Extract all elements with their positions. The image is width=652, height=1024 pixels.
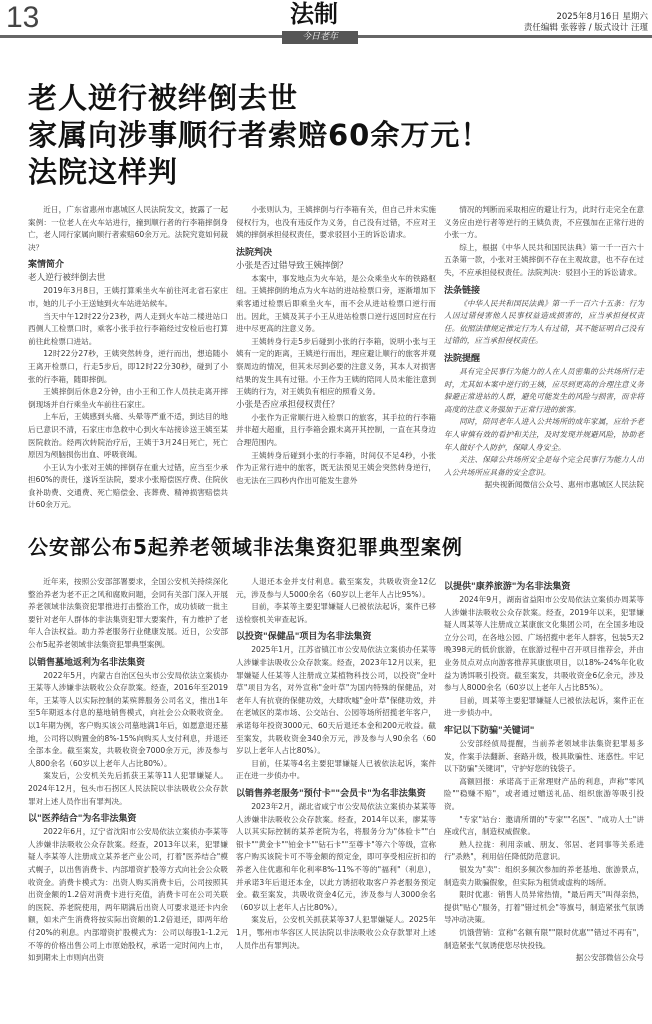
article1-column-2 [236,204,436,487]
article2-column-2 [236,576,436,952]
section-title: 法制 [290,0,338,28]
minor-heading: 小张是否应承担侵权责任？ [236,399,340,410]
minor-heading: 小张是否过错导致王姨摔倒？ [236,260,348,271]
subheading: 法条链接 [444,285,481,296]
paragraph: 公安部经侦局提醒，当前养老领域非法集资犯罪易多发，作案手法翻新、套路升级，极具欺骗性、迷惑性。牢记以下防骗"关键词"，守护好您的钱袋子。 [444,739,644,774]
subheading: 案情简介 [28,260,65,271]
paragraph: 2024年9月，湖南省益阳市公安局依法立案侦办周某等人涉嫌非法吸收公众存款案。经查，2019年以来，犯罪嫌疑人周某等人注册成立某康旅文化集团公司，在全国多地设立分公司，在各地公园、广场招揽中老年人群客，包装5天2晚398元的低价旅游，在旅游过程中召开项目推荐会，并由业务员点对点向游客推荐其康旅项目，以18%-24%年化收益为诱饵吸引投资。截至案发，共吸收资金6亿余元，涉及参与人8000余名（60岁以上老年人占比85%）。 [444,595,644,693]
paragraph: 小王认为小张对王姨的摔倒存在重大过错，应当至少承担60%的责任，遂诉至法院，要求小张赔偿医疗费、住院伙食补助费、交通费、死亡赔偿金、丧葬费、精神损害赔偿共计60余万元。 [28,462,228,510]
paragraph: 限时优惠：销售人员异常热情，"最后两天"叫得亲热，提供"贴心"服务，打着"错过机会"等旗号，制造紧张气氛诱导冲动决策。 [444,890,644,925]
article2-body [28,576,644,965]
article1-column-3 [444,204,644,492]
page-number: 13 [6,1,40,34]
paragraph: 《中华人民共和国民法典》第一千一百六十五条：行为人因过错侵害他人民事权益造成损害的，应当承担侵权责任。依照法律规定推定行为人有过错，其不能证明自己没有过错的，应当承担侵权责任。 [444,298,644,346]
paragraph: 目前，李某等主要犯罪嫌疑人已被依法起诉，案件已移送检察机关审查起诉。 [236,602,436,624]
paragraph: 上车后，王姨感到头痛、头晕等严重不适，到达目的地后已意识不清，石家庄市急救中心到火车站接诊送王姨至某医院救治。经两次转院治疗后，王姨于3月24日死亡，死亡原因为颅脑损伤出血、呼吸衰竭。 [28,412,228,460]
minor-heading: 老人逆行被绊倒去世 [28,273,106,284]
headline-line: 家属向涉事顺行者索赔60余万元！ [28,118,491,152]
paragraph: 情况的判断而采取相应的避让行为，此时行走完全在意义务应由逆行者等逆行的王姨负责，不应强加在正常行进的小张一方。 [444,205,644,240]
paragraph: 当天中午12时22分23秒，两人走到火车站二楼进站口西侧人工检票口时，乘客小张手拉行李箱经过安检后也打算前往此检票口进站。 [28,311,228,346]
paragraph: 近年来，按照公安部部署要求，全国公安机关持续深化整治养老为老不正之风和腐败问题，会同有关部门深入开展养老领域非法集资犯罪推进打击整治工作，成功侦破一批主要针对老年人群体的非法集资犯罪大要案件，有力维护了老年人合法权益。助力养老服务行业健康发展。近日，公安部公布5起养老领域非法集资犯罪典型案例。 [28,577,228,650]
paragraph: 同时，陪同老年人进入公共场所的成年家属，应给予老年人审慎有效的看护和关注，及时发现并规避风险，协助老年人做好个人防护，保障人身安全。 [444,417,644,452]
subheading: 法院提醒 [444,353,481,364]
paragraph: 2023年2月，湖北省咸宁市公安局依法立案侦办某某等人涉嫌非法吸收公众存款案。经查，2014年以来，廖某等人以其实际控制的某养老院为名，将服务分为"体验卡""白银卡""黄金卡""铂金卡""钻石卡""至尊卡"等六个等级，宣称客户购买该院卡可不等金额的预定金，即可享受相应折扣的养老入住优惠和年化利率8%-11%不等的"福利"（利息），并承诺3年后退还本金，以此方诱招收取客户养老服务预定金。截至案发，共吸收资金4亿元，涉及参与人3000余名（60岁以上老年人占比80%）。 [236,801,436,912]
source-credit: 据公安部微信公众号 [575,953,644,963]
headline-line: 老人逆行被绊倒去世 [28,81,299,115]
article1-column-1 [28,204,228,512]
paragraph: 熟人拉拢：利用亲戚、朋友、邻居、老同事等关系进行"杀熟"，利用信任降低防范意识。 [444,839,644,862]
subheading: 以投资"保健品"项目为名非法集资 [236,632,372,643]
paragraph: 小张作为正常顺行进入检票口的旅客，其手拉的行李箱并非超大超重，且行李箱会跟未离开其控制，一直在其身边合理范围内。 [236,412,436,447]
paragraph: 案发后，公安机关先后抓获王某等11人犯罪嫌疑人。2024年12月，包头市石拐区人民法院以非法吸收公众存款罪对上述人员作出有罪判决。 [28,771,228,806]
paragraph: 银发为"卖"：组织多频次参加的养老基地、旅游景点，制造卖力欺骗假象，但实际为租赁或虚构的场所。 [444,864,644,887]
paragraph: 小张则认为，王姨摔倒与行李箱有关，但自己并未实施侵权行为，也没有违反作为义务，自己没有过错，不应对王姨的摔倒承担侵权责任，要求驳回小王的诉讼请求。 [236,205,436,240]
subheading: 以销售养老服务"预付卡""会员卡"为名非法集资 [236,788,426,799]
article2-column-1 [28,576,228,965]
subheading: 牢记以下防骗"关键词" [444,726,535,736]
article2-headline: 公安部公布5起养老领域非法集资犯罪典型案例 [28,535,463,560]
paragraph: 12时22分27秒，王姨突然转身，逆行而出，想追随小王离开检票口，行走5步后，即12时22分30秒，碰到了小张的行李箱，随即摔倒。 [28,349,228,384]
subheading: 以"医养结合"为名非法集资 [28,814,137,825]
issue-date: 2025年8月16日 星期六 [556,12,648,22]
page-body [28,204,644,965]
editors: 责任编辑 张蓉蓉 / 版式设计 汪瑾 [523,23,648,33]
paragraph: 王姨转身后碰到小张的行李箱，时间仅不足4秒，小张作为正常行进中的旅客，既无法预见王姨会突然转身逆行，也无法在三四秒内作出可能发生意外 [236,450,436,485]
paragraph: 2022年6月，辽宁省沈阳市公安局依法立案侦办李某等人涉嫌非法吸收公众存款案。经查，2013年以来，犯罪嫌疑人李某等人注册成立某养老产业公司，打着"医养结合"模式幌子，以出售消费卡、内部增资扩股等方式向社会公众吸收资金。消费卡模式为：出资人购买消费卡后，公司按照其出资金额的1.2倍对消费卡进行充值，消费卡可在公司关联的医院、养老院使用，两年期满后出资人可要求退还卡内余额，如未产生消费将按实际出资额的1.2倍退还，即两年给付20%的利息。内部增资扩股模式为：公司以每股1-1.2元不等的价格出售公司上市原始股权，承诺一定时间内上市，如到期未上市则向出资 [28,827,228,963]
article2-column-3 [444,576,644,965]
paragraph: "专家"站台：邀请所谓的"专家""名医"、"成功人士"讲座或代言，制造权威假象。 [444,814,644,837]
paragraph: 综上，根据《中华人民共和国民法典》第一千一百六十五条第一款，小张对王姨摔倒不存在主观故意，也不存在过失，不应承担侵权责任。法院判决：驳回小王的诉讼请求。 [444,242,644,277]
source-credit: 据央视新闻微信公众号、惠州市惠城区人民法院 [484,480,644,490]
headline-line: 法院这样判 [28,155,179,189]
paragraph: 人退还本金并支付利息。截至案发，共吸收资金12亿元，涉及参与人5000余名（60岁以上老年人占比95%）。 [236,577,436,599]
paragraph: 饥饿营销：宣称"名额有限""限时优惠""错过不再有"，制造紧张气氛诱使您尽快投钱。 [444,927,644,950]
article1-headline [28,80,490,191]
paragraph: 2022年5月，内蒙古自治区包头市公安局依法立案侦办王某等人涉嫌非法吸收公众存款案。经查，2016年至2019年，王某等人以实际控制的某殡葬服务公司名义，推出1年至5年期返本付息的墓地销售模式，向社会公众吸收资金。以1年期为例，客户购买该公司墓地满1年后，如愿意退还墓地，公司将以购置金的8%-15%向购买人支付利息，并退还全部本金。截至案发，共吸收资金7000余万元，涉及参与人800余名（60岁以上老年人占比80%）。 [28,670,228,768]
subheading: 以销售墓地返利为名非法集资 [28,657,146,668]
paragraph: 目前，任某等4名主要犯罪嫌疑人已被依法起诉，案件正在进一步侦办中。 [236,758,436,781]
paragraph: 高额回报：承诺高于正常理财产品的利息，声称"零风险""稳赚不赔"，或者通过赠送礼品、组织旅游等吸引投资。 [444,776,644,811]
subheading: 以提供"康养旅游"为名非法集资 [444,582,571,593]
paragraph: 关注、保障公共场所安全是每个完全民事行为能力人出入公共场所应具备的安全意识。 [444,455,644,477]
paragraph: 本案中，事发地点为火车站，是公众乘坐火车的铁路枢纽。王姨摔倒的地点为火车站的进站检票口旁，逐渐增加下乘客通过检票后即乘坐火车，而不会从进站检票口逆行而出。因此，王姨及其子小王从进站检票口逆行返回时应在行进中尽更高的注意义务。 [236,273,436,334]
paragraph: 近日，广东省惠州市惠城区人民法院发文，披露了一起案例：一位老人在火车站进行，撞到顺行者的行李箱摔倒身亡，老人同行家属向顺行者索赔60余万元。法院究竟如何裁决？ [28,205,228,252]
paragraph: 王姨摔倒后休息2分钟，由小王和工作人员扶走离开摔倒现场并自行乘坐火车前往石家庄。 [28,387,228,409]
paragraph: 王姨转身行走5步后碰到小张的行李箱，说明小张与王姨有一定的距离，王姨逆行而出，理应避让顺行的旅客并观察周边的情况，但其未尽到必要的注意义务，其本人对损害结果的发生具有过错。小王作为王姨的陪同人员未能注意到王姨的行为，对王姨负有相应的照看义务。 [236,336,436,397]
paragraph: 目前，周某等主要犯罪嫌疑人已被依法起诉，案件正在进一步侦办中。 [444,695,644,718]
paragraph: 2019年3月8日，王姨打算乘坐火车前往河北省石家庄市，她的儿子小王送她到火车站进站候车。 [28,286,228,308]
paragraph: 案发后，公安机关抓获某等37人犯罪嫌疑人。2025年1月，鄂州市华容区人民法院以非法吸收公众存款罪对上述人员作出有罪判决。 [236,915,436,950]
article1-body [28,204,644,512]
paragraph: 具有完全民事行为能力的人在人员密集的公共场所行走时，尤其如本案中逆行的王姨，应尽到更高的合理注意义务躲避正常进站的人群，避免可能发生的风险与损害，而非将高度的注意义务强加于正常行进的旅客。 [444,366,644,414]
brand-logo: 今日老年 [282,31,358,44]
subheading: 法院判决 [236,247,273,258]
paragraph: 2025年1月，江苏省镇江市公安局依法立案侦办任某等人涉嫌非法吸收公众存款案。经查，2023年12月以来，犯罪嫌疑人任某等人注册成立某植物科技公司，以投资"金叶草"项目为名，对外宣称"金叶草"为国内特殊的保健品，对老年人有抗衰的保健功效，大肆吹嘘"金叶草"保健功效，并在老城区的菜市场、公交站台、公园等场所招揽老年客户，承诺每年投资3000元、60天后退还本金和200元收益。截至案发，共吸收资金340余万元，涉及参与人90余名（60岁以上老年人占比80%）。 [236,645,436,756]
header-info [524,12,648,34]
